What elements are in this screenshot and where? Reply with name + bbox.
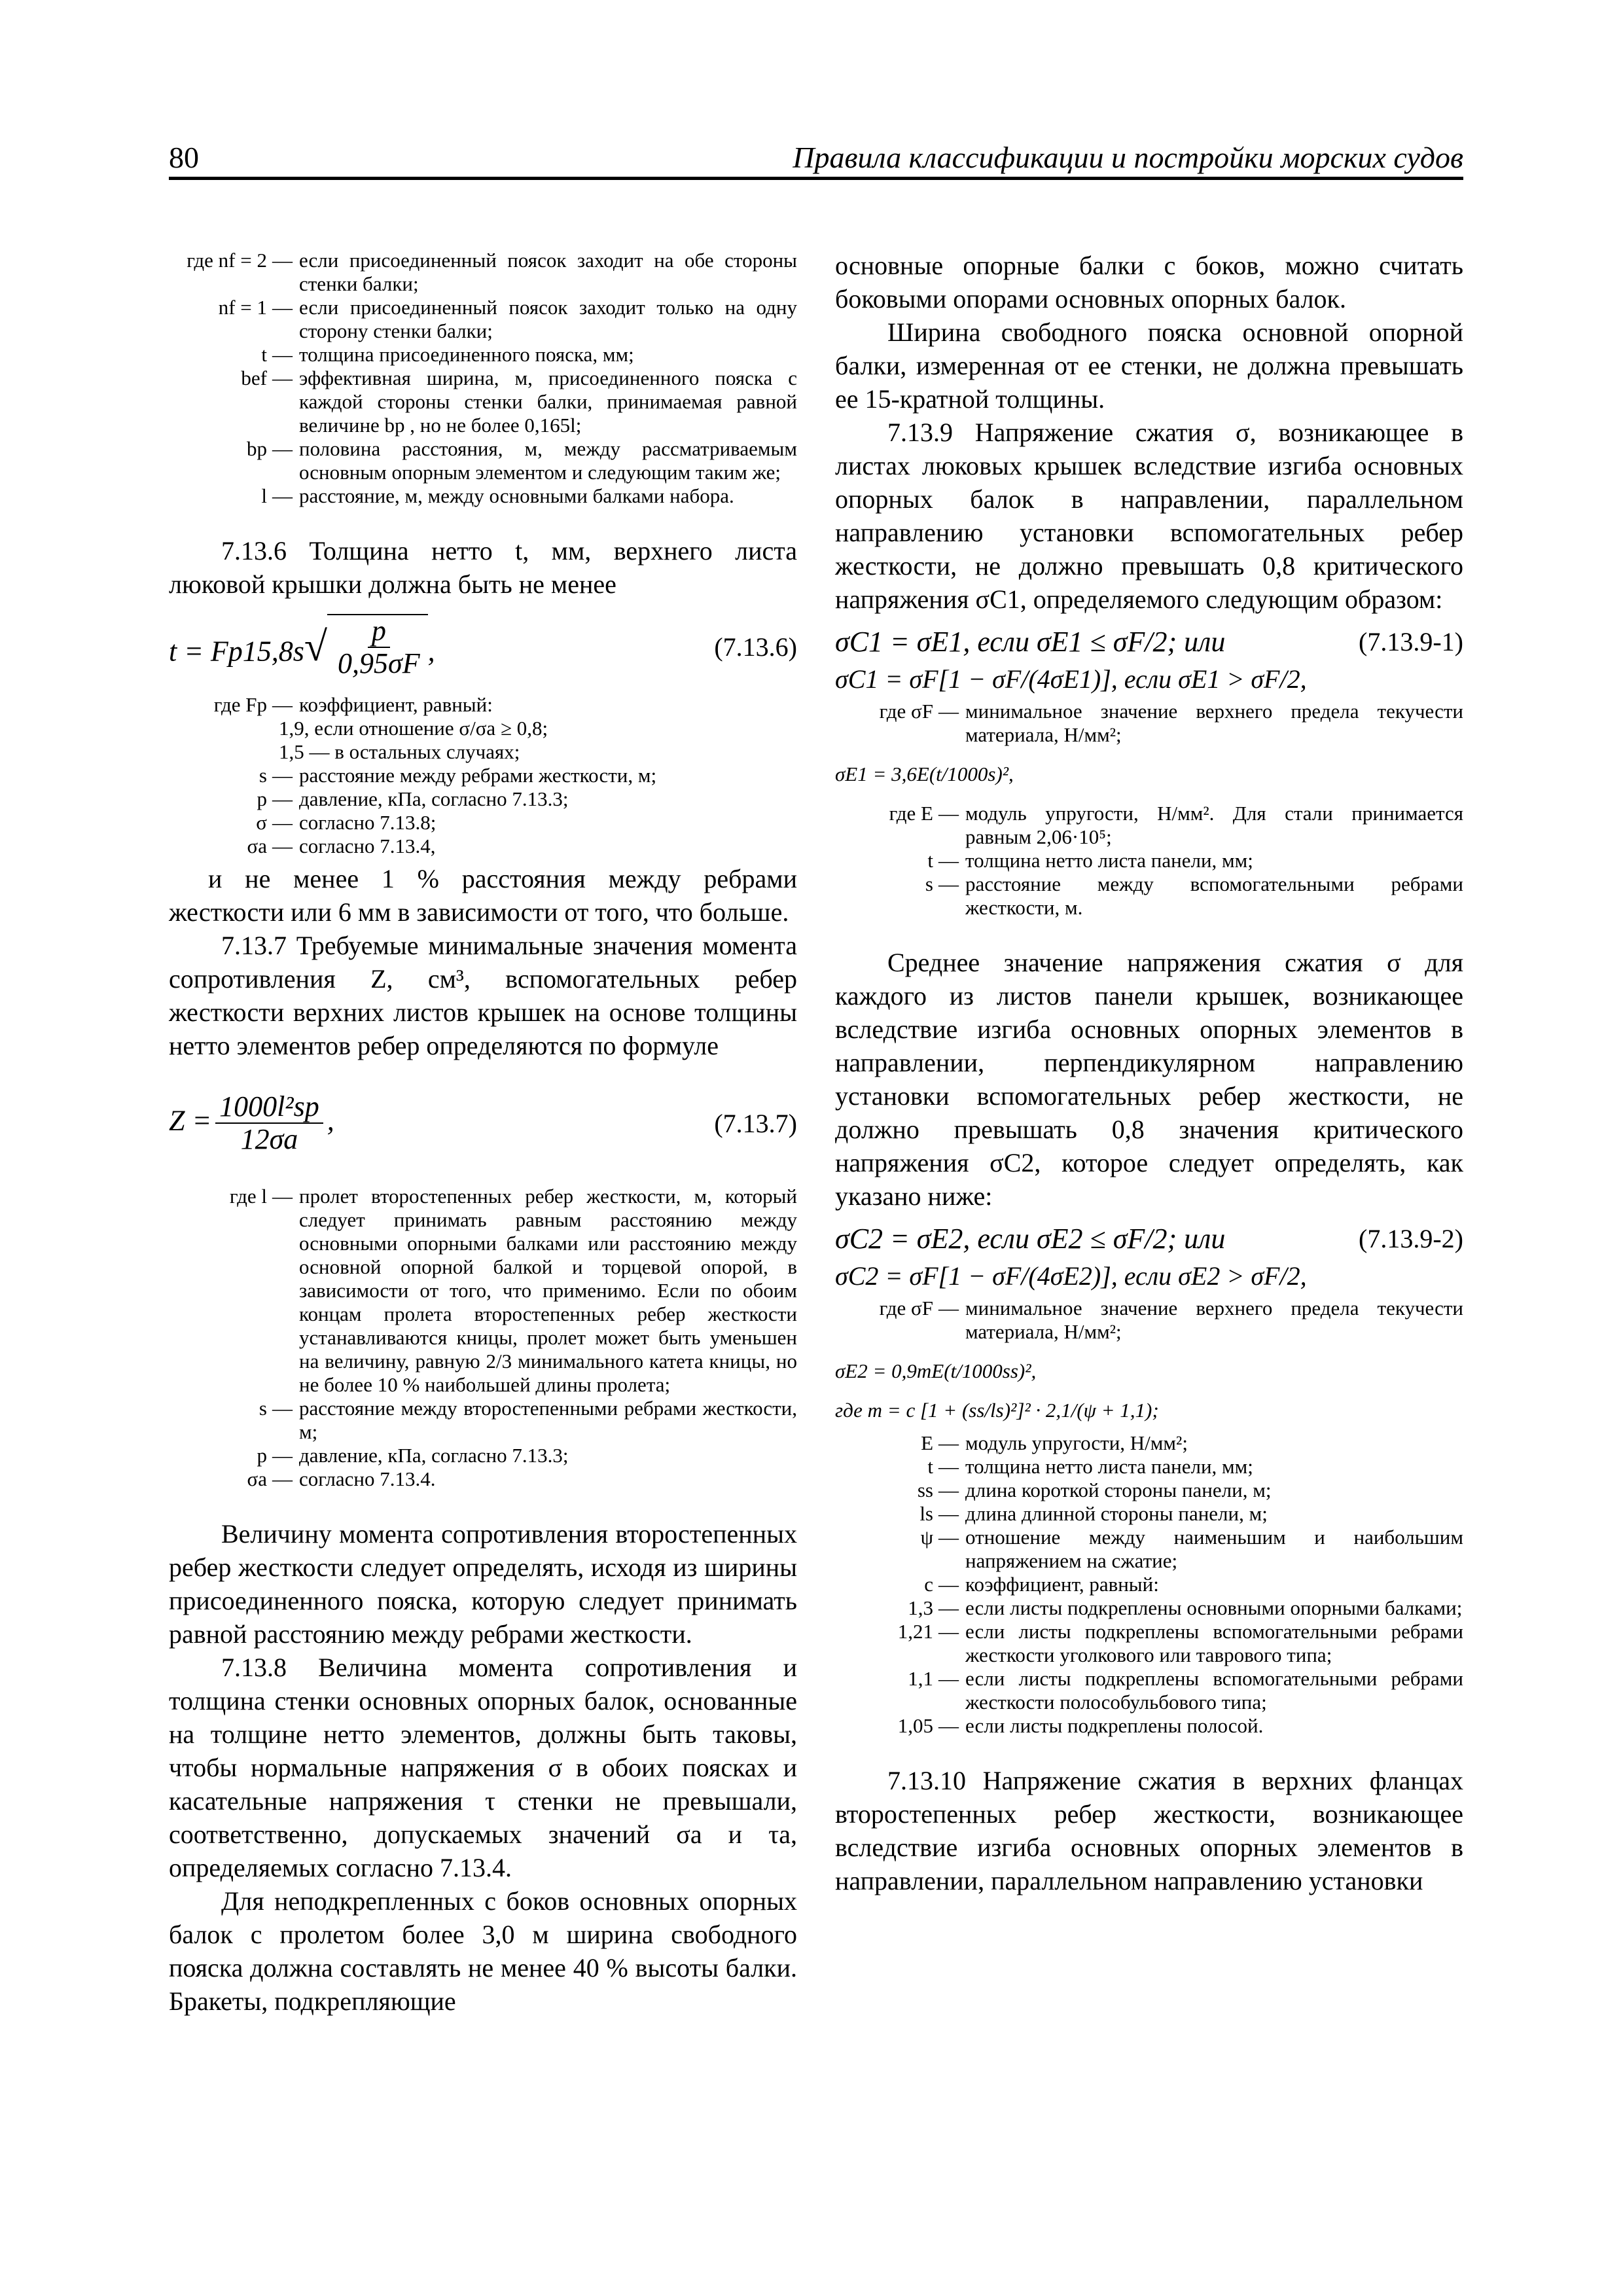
formula-7-13-9-1: σC1 = σE1, если σE1 ≤ σF/2; или (7.13.9-1) — [835, 626, 1463, 658]
definition-row: l — расстояние, м, между основными балками набора. — [261, 484, 734, 507]
formula-line: σE1 = 3,6E(t/1000s)², — [835, 762, 1014, 785]
paragraph-flange-width: Ширина свободного пояска основной опорной балки, измеренная от ее стенки, не должна превышать ее 15-кратной толщины. — [835, 317, 1463, 414]
definition-row: bp — половина расстояния, м, между рассматриваемым основным опорным элементом и следующим таким же; — [247, 437, 797, 484]
definition-row: bef — эффективная ширина, м, присоединенного пояска с каждой стороны стенки балки, принимаемая равной величине bp , но не более 0,165l; — [241, 367, 797, 437]
equation-number: (7.13.6) — [714, 632, 797, 662]
definitions-block-r2: где E — модуль упругости, Н/мм². Для стали принимается равным 2,06·10⁵; t — толщина нетто листа панели, мм; s — расстояние между вспомогательными ребрами жесткости, м. — [889, 802, 1463, 919]
formula-7-13-9-2: σC2 = σE2, если σE2 ≤ σF/2; или (7.13.9-2) — [835, 1223, 1463, 1255]
definitions-block-2: где Fp — коэффициент, равный: 1,9, если отношение σ/σa ≥ 0,8; 1,5 — в остальных случаях; s — расстояние между ребрами жесткости, м; p — давление, кПа, согласно 7.13.3; σ — согласно 7.13.8; σa — согласно 7.13.4, — [213, 692, 657, 857]
paragraph-7-13-6: 7.13.6 Толщина нетто t, мм, верхнего листа люковой крышки должна быть не менее — [169, 536, 797, 599]
formula-line: где m = c [1 + (ss/ls)²]² · 2,1/(ψ + 1,1); — [835, 1399, 1159, 1422]
formula-line: σE2 = 0,9mE(t/1000ss)², — [835, 1359, 1037, 1382]
paragraph-7-13-7: 7.13.7 Требуемые минимальные значения момента сопротивления Z, см³, вспомогательных ребер жесткости верхних листов крышек на основе толщины нетто элементов ребер определяются по формуле — [169, 930, 797, 1060]
definitions-block-r3: где σF — минимальное значение верхнего предела текучести материала, Н/мм²; — [879, 1297, 1463, 1343]
paragraph-lateral-supports: основные опорные балки с боков, можно считать боковыми опорами основных опорных балок. — [835, 251, 1463, 314]
definition-row: где nf = 2 — если присоединенный поясок заходит на обе стороны стенки балки; — [187, 249, 797, 295]
formula-7-13-6: t = Fp15,8s √ $\frac{p}{0,95\sigma F}$ , (7.13.6) — [169, 615, 797, 680]
formula-line: σC2 = σF[1 − σF/(4σE2)], если σE2 > σF/2, — [835, 1261, 1307, 1291]
paragraph-average-stress: Среднее значение напряжения сжатия σ для каждого из листов панели крышек, возникающее вследствие изгиба основных опорных элементов в направлении, перпендикулярном направлению установки вспомогательных ребер жесткости, не должно превышать 0,8 значения критического напряжения σC2, которое следует определять, как указано ниже: — [835, 948, 1463, 1211]
definitions-block-r4: E — модуль упругости, Н/мм²; t — толщина нетто листа панели, мм; ss — длина короткой стороны панели, м; ls — длина длинной стороны панели, м; ψ — отношение между наименьшим и наибольшим напряжением на сжатие; c — коэффициент, равный: 1,3 — если листы подкреплены основными опорными балками; 1,21 — если листы подкреплены вспомогательными ребрами жесткости уголкового или таврового типа; 1,1 — если листы подкреплены вспомогательными ребрами жесткости полособульбового типа; 1,05 — если листы подкреплены полосой. — [897, 1431, 1463, 1737]
paragraph-min-thickness: и не менее 1 % расстояния между ребрами жесткости или 6 мм в зависимости от того, что больше. — [169, 863, 797, 927]
right-column — [835, 249, 1463, 1897]
paragraph-7-13-8: 7.13.8 Величина момента сопротивления и толщина стенки основных опорных балок, основанные на толщине нетто элементов, должны быть таковы, чтобы нормальные напряжения σ в обоих поясках и касательные напряжения τ стенки не превышали, соответственно, допускаемых значений σa и τa, определяемых согласно 7.13.4. — [169, 1652, 797, 1882]
definitions-block-1 — [169, 249, 797, 508]
definitions-block-r1: где σF — минимальное значение верхнего предела текучести материала, Н/мм²; — [879, 700, 1463, 746]
definitions-block-3: где l — пролет второстепенных ребер жесткости, м, который следует принимать равным расстоянию между основными опорными балками или расстоянию между основной опорной балкой и торцевой опорой, в зависимости от того, что применимо. Если по обоим концам пролета второстепенных ребер жесткости устанавливаются кницы, пролет может быть уменьшен на величину, равную 2/3 минимального катета кницы, но не более 10 % наибольшей длины пролета; s — расстояние между второстепенными ребрами жесткости, м; p — давление, кПа, согласно 7.13.3; σa — согласно 7.13.4. — [229, 1184, 797, 1490]
page-header — [169, 140, 1463, 179]
definition-row: t — толщина присоединенного пояска, мм; — [261, 343, 634, 366]
equation-number: (7.13.9-1) — [1359, 627, 1463, 656]
equation-number: (7.13.7) — [714, 1108, 797, 1138]
left-column — [169, 249, 797, 2018]
formula-7-13-7: Z = $\frac{\text{1000l²sp}}{12\sigma a}$ , (7.13.7) — [169, 1090, 797, 1156]
header-rule — [169, 177, 1463, 180]
paragraph-unsupported-girders: Для неподкрепленных с боков основных опорных балок с пролетом более 3,0 м ширина свободного пояска должна составлять не менее 40 % высоты балки. Бракеты, подкрепляющие — [169, 1886, 797, 2016]
paragraph-7-13-10: 7.13.10 Напряжение сжатия в верхних фланцах второстепенных ребер жесткости, возникающее вследствие изгиба основных опорных элементов в направлении, параллельном направлению установки — [835, 1766, 1463, 1895]
running-title: Правила классификации и постройки морских судов — [793, 141, 1463, 174]
formula-line: σC1 = σF[1 − σF/(4σE1)], если σE1 > σF/2, — [835, 664, 1307, 694]
definition-row: nf = 1 — если присоединенный поясок заходит только на одну сторону стенки балки; — [218, 296, 797, 342]
equation-number: (7.13.9-2) — [1359, 1224, 1463, 1253]
paragraph-section-modulus: Величину момента сопротивления второстепенных ребер жесткости следует определять, исходя из ширины присоединенного пояска, которую следует принимать равной расстоянию между ребрами жесткости. — [169, 1518, 797, 1649]
page-number: 80 — [169, 141, 199, 174]
paragraph-7-13-9: 7.13.9 Напряжение сжатия σ, возникающее в листах люковых крышек вследствие изгиба основных опорных балок в направлении, параллельном направлению установки вспомогательных ребер жесткости, не должно превышать 0,8 критического напряжения σC1, определяемого следующим образом: — [835, 418, 1463, 614]
